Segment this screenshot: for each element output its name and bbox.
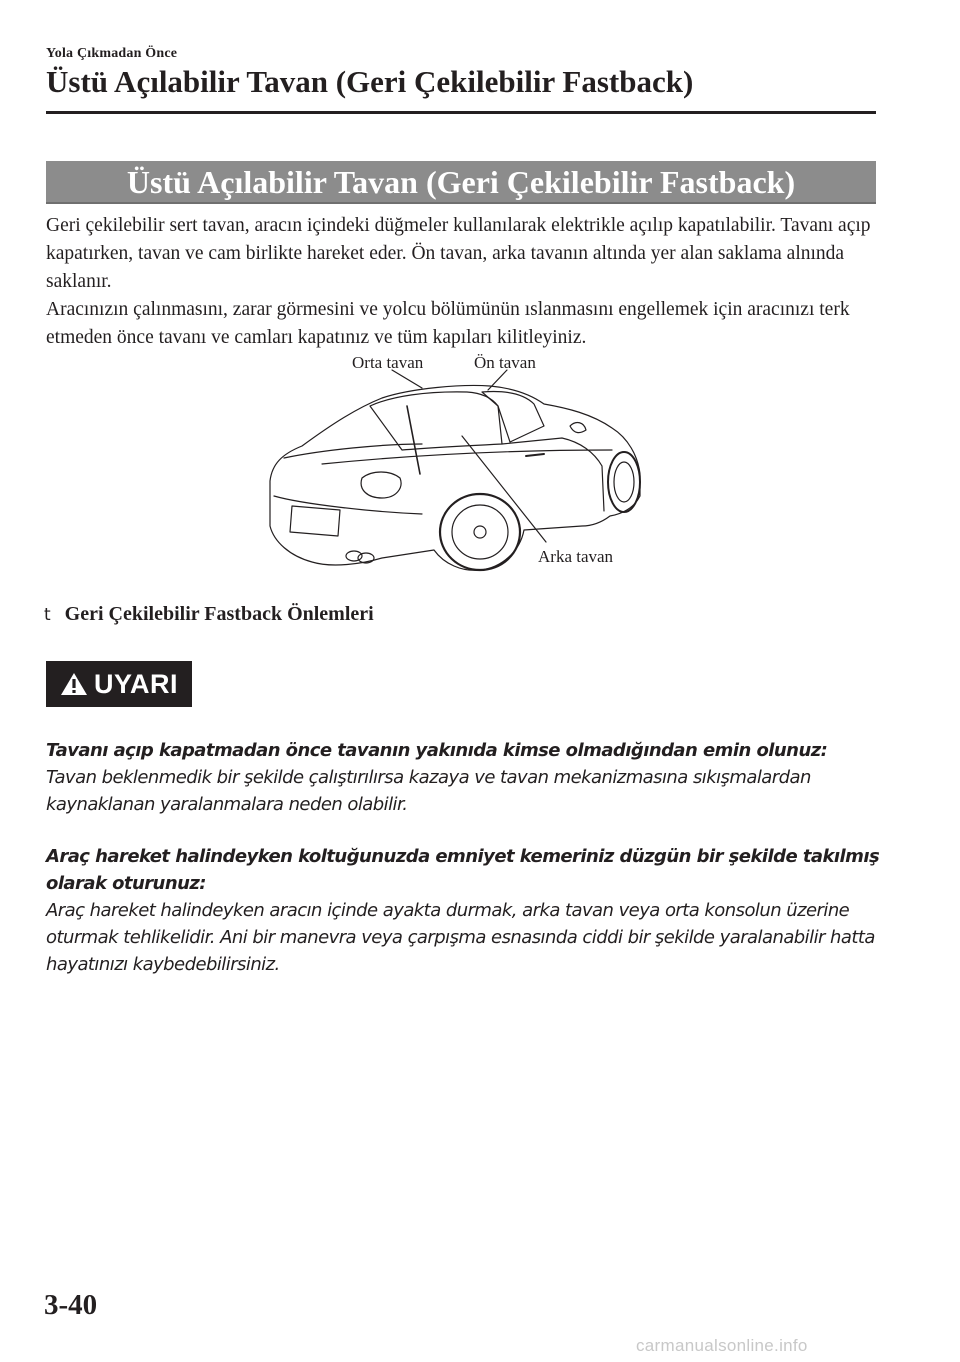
warning-badge xyxy=(46,661,192,707)
intro-paragraph-2: Aracınızın çalınmasını, zarar görmesini ve yolcu bölümünün ıslanmasını engellemek için aracınızı terk etmeden önce tavanı ve camları kapatınız ve tüm kapıları kilitleyiniz. xyxy=(46,299,850,348)
door-line xyxy=(502,438,604,511)
car-roof-illustration xyxy=(262,346,642,586)
label-rear-roof: Arka tavan xyxy=(538,547,614,566)
tail-lamp xyxy=(361,472,401,498)
header-rule xyxy=(46,111,876,114)
leader-middle-roof xyxy=(392,370,422,388)
subheading-text: Geri Çekilebilir Fastback Önlemleri xyxy=(64,603,374,625)
warning-item xyxy=(46,737,886,818)
rear-window xyxy=(370,392,502,450)
warning-triangle-icon xyxy=(60,671,88,697)
license-plate xyxy=(290,506,340,536)
warning-badge-label: UYARI xyxy=(93,668,179,699)
exhaust-pipe xyxy=(346,551,362,561)
warning-item-body: Tavan beklenmedik bir şekilde çalıştırılırsa kazaya ve tavan mekanizmasına sıkışmalardan kaynaklanan yaralanmalara neden olabilir. xyxy=(46,767,811,815)
bullet-marker: t xyxy=(44,605,51,625)
rear-wheel-rim xyxy=(452,505,508,559)
front-wheel xyxy=(608,452,640,512)
intro-text xyxy=(46,212,876,352)
section-label: Yola Çıkmadan Önce xyxy=(46,46,178,61)
side-mirror xyxy=(570,423,586,433)
warning-item-title: Araç hareket halindeyken koltuğunuzda emniyet kemeriniz düzgün bir şekilde takılmış olarak oturunuz: xyxy=(46,846,880,894)
intro-paragraph-1: Geri çekilebilir sert tavan, aracın içindeki düğmeler kullanılarak elektrikle açılıp kapatılabilir. Tavanı açıp kapatırken, tavan ve cam birlikte hareket eder. Ön tavan, arka tavanın altında yer alan saklama alnında saklanır. xyxy=(46,215,871,292)
front-wheel-rim xyxy=(614,462,634,502)
side-crease xyxy=(322,450,612,464)
warning-item-title: Tavanı açıp kapatmadan önce tavanın yakınıda kimse olmadığından emin olunuz: xyxy=(46,740,828,761)
label-front-roof: Ön tavan xyxy=(474,353,536,372)
warning-item-body: Araç hareket halindeyken aracın içinde ayakta durmak, arka tavan veya orta konsolun üzerine oturmak tehlikelidir. Ani bir manevra veya çarpışma esnasında ciddi bir şekilde yaralanabilir hatta hayatınızı kaybedebilirsiniz. xyxy=(46,900,875,975)
watermark-text: carmanualsonline.info xyxy=(636,1336,808,1355)
subheading xyxy=(44,603,374,626)
antenna xyxy=(407,406,420,474)
page-number: 3-40 xyxy=(44,1289,98,1321)
rear-bumper xyxy=(274,496,422,514)
label-middle-roof: Orta tavan xyxy=(352,353,424,372)
trunk-line xyxy=(284,444,422,458)
rear-wheel-hub xyxy=(474,526,486,538)
door-handle xyxy=(526,454,544,456)
warning-item xyxy=(46,843,886,978)
section-banner: Üstü Açılabilir Tavan (Geri Çekilebilir Fastback) xyxy=(46,161,876,204)
car-body-outline xyxy=(270,386,640,571)
page-title: Üstü Açılabilir Tavan (Geri Çekilebilir Fastback) xyxy=(46,64,694,99)
